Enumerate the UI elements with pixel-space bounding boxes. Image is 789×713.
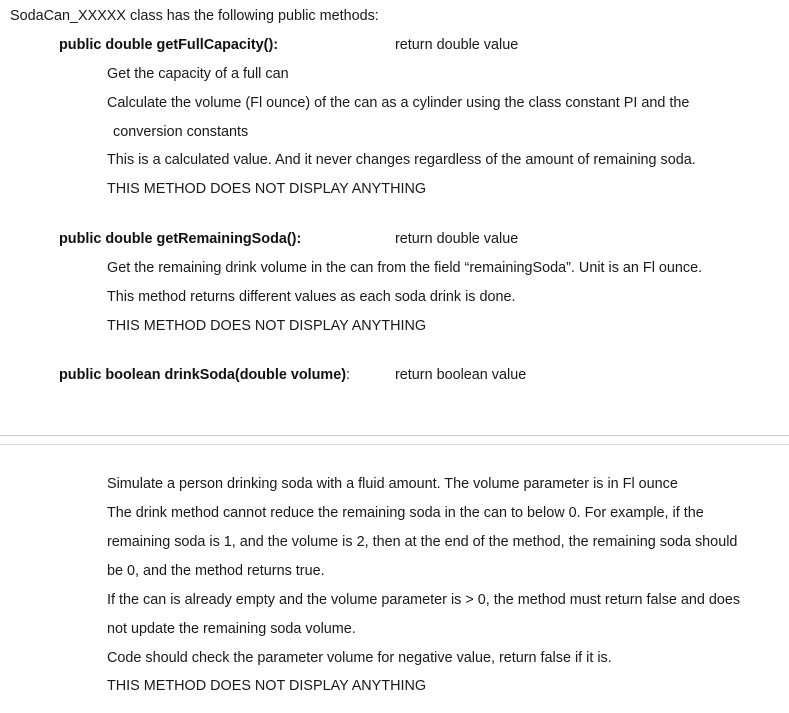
page-divider xyxy=(0,435,789,436)
method-description-line: Get the capacity of a full can xyxy=(107,66,289,82)
method-signature-text: public boolean drinkSoda(double volume) xyxy=(59,367,347,383)
method-description-line: Code should check the parameter volume for negative value, return false if it is. xyxy=(107,650,612,666)
method-description-line: This is a calculated value. And it never changes regardless of the amount of remaining soda. xyxy=(107,152,696,168)
class-description-header: SodaCan_XXXXX class has the following public methods: xyxy=(10,8,379,24)
method-description-line: Calculate the volume (Fl ounce) of the can as a cylinder using the class constant PI and the xyxy=(107,95,690,111)
method-description-line: THIS METHOD DOES NOT DISPLAY ANYTHING xyxy=(107,318,427,334)
method-description-line: The drink method cannot reduce the remaining soda in the can to below 0. For example, if the xyxy=(107,505,704,521)
method-description-line: not update the remaining soda volume. xyxy=(107,621,356,637)
method-description-line: Get the remaining drink volume in the can from the field “remainingSoda”. Unit is an Fl ounce. xyxy=(107,260,703,276)
method-signature: public double getFullCapacity(): xyxy=(59,37,279,53)
method-signature: public double getRemainingSoda(): xyxy=(59,231,302,247)
method-return-type: return double value xyxy=(395,37,519,53)
method-return-type: return boolean value xyxy=(395,367,527,383)
method-description-line: If the can is already empty and the volume parameter is > 0, the method must return false and does xyxy=(107,592,741,608)
method-description-line: THIS METHOD DOES NOT DISPLAY ANYTHING xyxy=(107,678,427,694)
method-description-line: remaining soda is 1, and the volume is 2, then at the end of the method, the remaining soda should xyxy=(107,534,738,550)
page-divider xyxy=(0,444,789,445)
method-description-line: Simulate a person drinking soda with a fluid amount. The volume parameter is in Fl ounce xyxy=(107,476,678,492)
method-signature-colon: : xyxy=(346,367,351,383)
method-description-line: THIS METHOD DOES NOT DISPLAY ANYTHING xyxy=(107,181,427,197)
method-return-type: return double value xyxy=(395,231,519,247)
method-description-line: This method returns different values as each soda drink is done. xyxy=(107,289,516,305)
method-description-line: conversion constants xyxy=(113,124,249,140)
method-signature xyxy=(59,366,350,384)
method-description-line: be 0, and the method returns true. xyxy=(107,563,325,579)
